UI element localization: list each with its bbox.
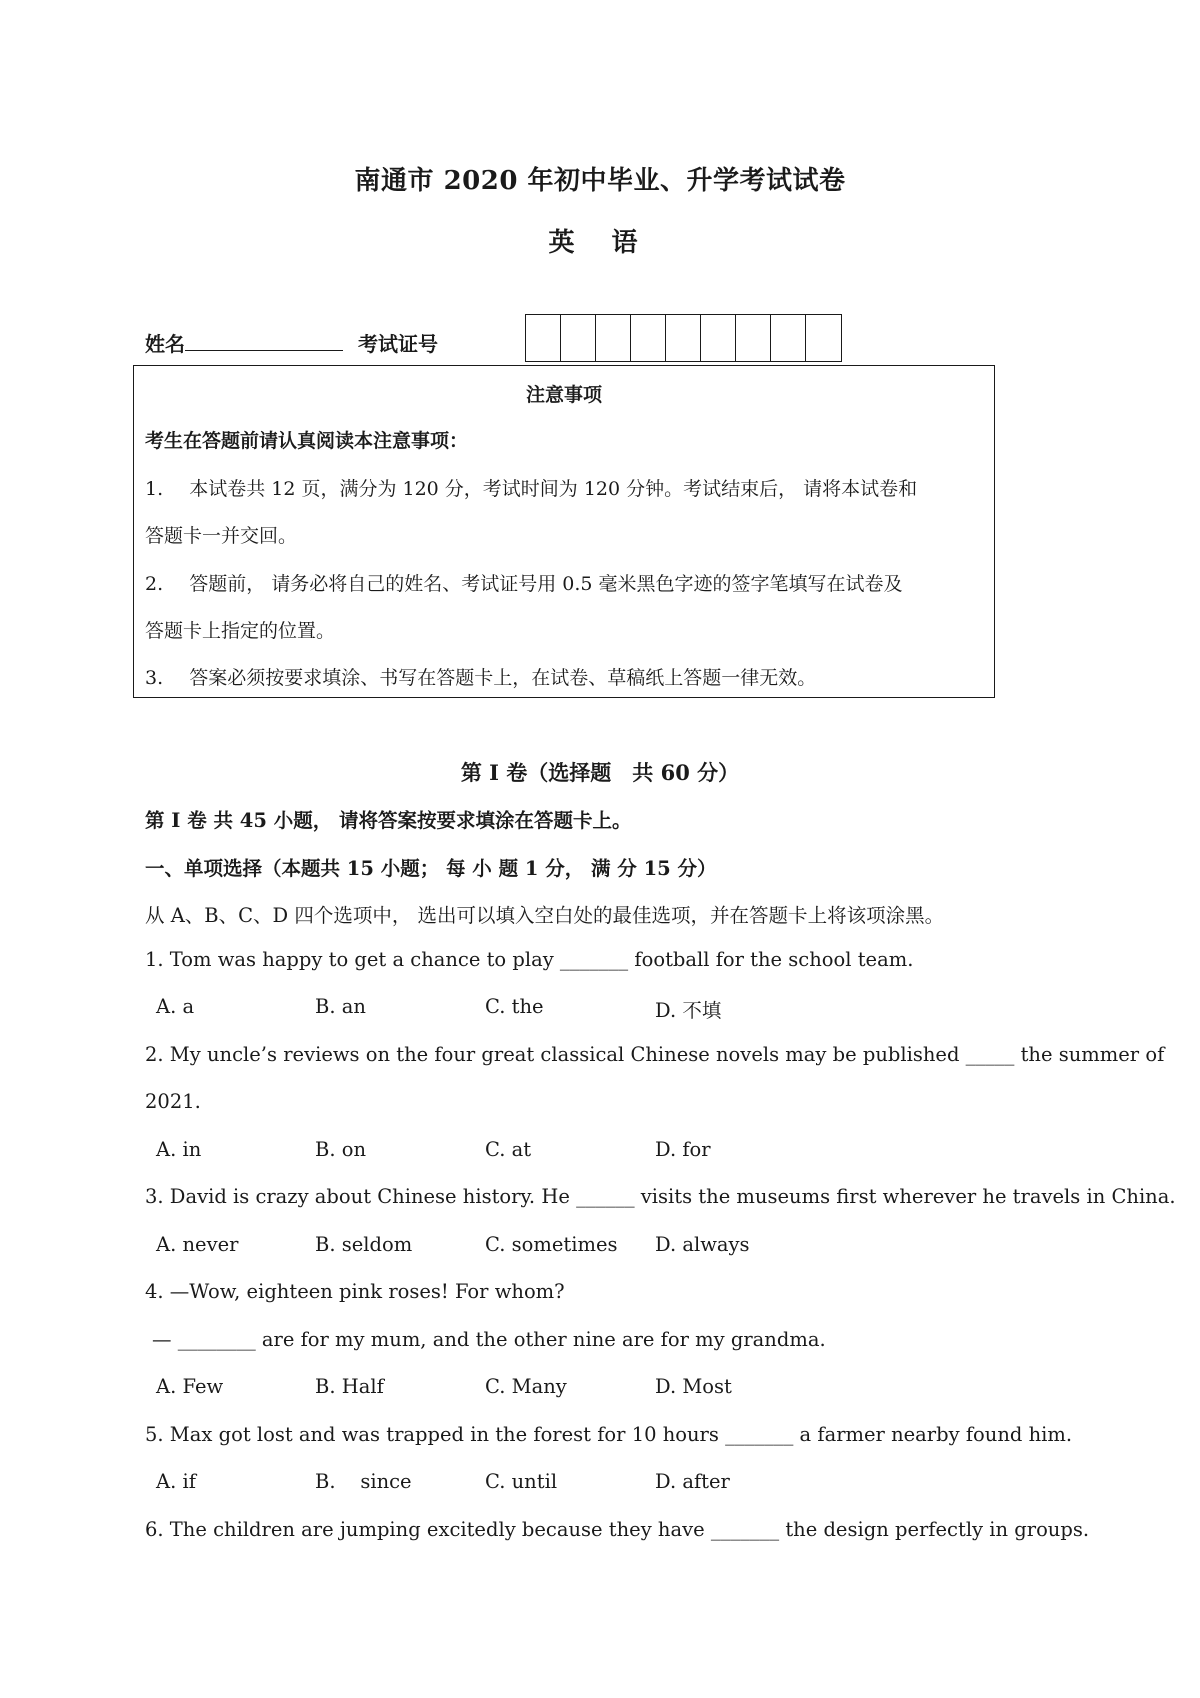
notice-item-2-line1 [145, 569, 903, 596]
id-box[interactable] [701, 315, 736, 361]
question-4-option-a[interactable]: A. Few [156, 1375, 224, 1398]
question-4-option-d[interactable]: D. Most [655, 1375, 732, 1398]
id-box[interactable] [666, 315, 701, 361]
notice-item-text: 答案必须按要求填涂、书写在答题卡上，在试卷、草稿纸上答题一律无效。 [189, 667, 817, 689]
notice-item-number: 3. [145, 667, 164, 689]
name-label: 姓名 [145, 332, 185, 356]
section-title: 一、单项选择（本题共 15 小题； 每 小 题 1 分， 满 分 15 分） [145, 857, 717, 880]
question-3-option-d[interactable]: D. always [655, 1233, 750, 1256]
notice-box [133, 365, 995, 698]
question-4-stem: 4. —Wow, eighteen pink roses! For whom? [145, 1280, 565, 1303]
question-3-stem: 3. David is crazy about Chinese history. He ______ visits the museums first wherever he travels in China. [145, 1185, 1176, 1208]
part1-instruction: 第 I 卷 共 45 小题， 请将答案按要求填涂在答题卡上。 [145, 809, 632, 832]
notice-item-2-line2: 答题卡上指定的位置。 [145, 620, 336, 642]
question-2-stem-cont: 2021. [145, 1090, 201, 1113]
question-2-option-b[interactable]: B. on [315, 1138, 367, 1161]
question-5-option-d[interactable]: D. after [655, 1470, 730, 1493]
notice-intro: 考生在答题前请认真阅读本注意事项： [145, 430, 469, 452]
question-5-option-a[interactable]: A. if [156, 1470, 196, 1493]
question-2-option-d[interactable]: D. for [655, 1138, 711, 1161]
candidate-info [145, 328, 438, 357]
subject-title: 英 语 [548, 228, 652, 258]
id-box[interactable] [526, 315, 561, 361]
id-box[interactable] [631, 315, 666, 361]
notice-item-text: 本试卷共 12 页，满分为 120 分，考试时间为 120 分钟。考试结束后， 请将本试卷和 [189, 478, 918, 500]
notice-item-3-line1 [145, 663, 816, 690]
question-4-option-c[interactable]: C. Many [485, 1375, 567, 1398]
id-box[interactable] [561, 315, 596, 361]
exam-id-boxes[interactable] [525, 314, 842, 362]
question-4-option-b[interactable]: B. Half [315, 1375, 384, 1398]
section-instruction: 从 A、B、C、D 四个选项中， 选出可以填入空白处的最佳选项，并在答题卡上将该项涂黑。 [145, 904, 945, 927]
question-1-option-a[interactable]: A. a [156, 995, 195, 1018]
question-5-option-b[interactable]: B. since [315, 1470, 412, 1493]
question-1-stem: 1. Tom was happy to get a chance to play _______ football for the school team. [145, 948, 914, 971]
question-5-stem: 5. Max got lost and was trapped in the forest for 10 hours _______ a farmer nearby found him. [145, 1423, 1073, 1446]
question-3-option-a[interactable]: A. never [156, 1233, 239, 1256]
question-1-option-c[interactable]: C. the [485, 995, 544, 1018]
question-2-stem: 2. My uncle’s reviews on the four great classical Chinese novels may be published _____ the summer of [145, 1043, 1165, 1066]
id-box[interactable] [806, 315, 841, 361]
exam-title: 南通市 2020 年初中毕业、升学考试试卷 [354, 166, 846, 196]
question-2-option-a[interactable]: A. in [156, 1138, 202, 1161]
notice-item-text: 答题前， 请务必将自己的姓名、考试证号用 0.5 毫米黑色字迹的签字笔填写在试卷及 [189, 573, 903, 595]
notice-item-number: 2. [145, 573, 164, 595]
name-blank[interactable] [185, 350, 343, 351]
notice-heading: 注意事项 [525, 384, 602, 406]
id-box[interactable] [736, 315, 771, 361]
id-label: 考试证号 [357, 332, 438, 356]
question-1-option-b[interactable]: B. an [315, 995, 366, 1018]
question-1-option-d[interactable]: D. 不填 [655, 999, 722, 1022]
question-2-option-c[interactable]: C. at [485, 1138, 532, 1161]
notice-item-number: 1. [145, 478, 164, 500]
question-6-stem: 6. The children are jumping excitedly because they have _______ the design perfectly in groups. [145, 1518, 1090, 1541]
notice-item-1-line1 [145, 474, 917, 501]
id-box[interactable] [596, 315, 631, 361]
part1-title: 第 I 卷（选择题 共 60 分） [460, 760, 740, 785]
notice-item-1-line2: 答题卡一并交回。 [145, 525, 298, 547]
question-4-stem-cont: — ________ are for my mum, and the other nine are for my grandma. [152, 1328, 826, 1351]
id-box[interactable] [771, 315, 806, 361]
question-3-option-c[interactable]: C. sometimes [485, 1233, 618, 1256]
question-3-option-b[interactable]: B. seldom [315, 1233, 413, 1256]
question-5-option-c[interactable]: C. until [485, 1470, 558, 1493]
